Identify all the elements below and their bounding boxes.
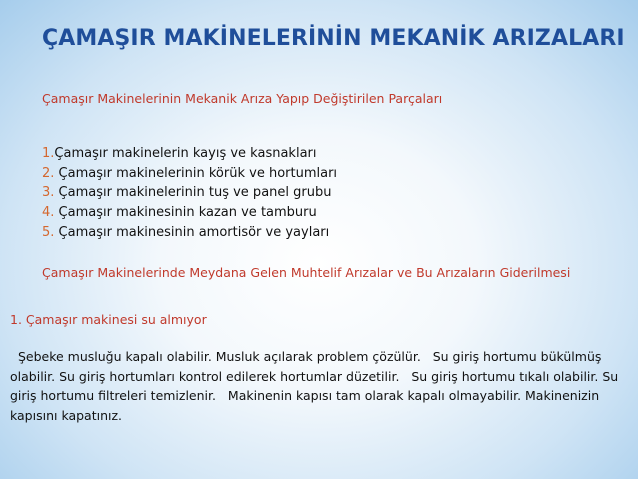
list-item	[42, 203, 337, 223]
list-text: Çamaşır makinesinin kazan ve tamburu	[54, 205, 317, 221]
list-text: Çamaşır makinesinin amortisör ve yayları	[54, 224, 330, 240]
list-item	[42, 144, 337, 164]
list-number: 3.	[42, 185, 55, 201]
list-number: 5.	[42, 224, 55, 240]
fault-description: Şebeke musluğu kapalı olabilir. Musluk açılarak problem çözülür. Su giriş hortumu bükülmüş olabilir. Su giriş hortumları kontrol edilerek hortumlar düzetilir. Su giriş hortumu tıkalı olabilir. Su giriş hortumu filtreleri temizlenir. Makinenin kapısı tam olarak kapalı olmayabilir. Makinenizin kapısını kapatınız.	[10, 349, 623, 423]
fault-title: 1. Çamaşır makinesi su almıyor	[10, 312, 207, 327]
list-text: Çamaşır makinelerinin tuş ve panel grubu	[54, 185, 332, 201]
faults-heading: Çamaşır Makinelerinde Meydana Gelen Muhtelif Arızalar ve Bu Arızaların Giderilmesi	[42, 265, 571, 280]
slide-subtitle: Çamaşır Makinelerinin Mekanik Arıza Yapıp Değiştirilen Parçaları	[42, 91, 443, 106]
list-number: 4.	[42, 205, 55, 221]
list-item	[42, 223, 337, 243]
list-number: 2.	[42, 165, 55, 181]
list-text: Çamaşır makinelerinin körük ve hortumları	[54, 165, 338, 181]
list-text: Çamaşır makinelerin kayış ve kasnakları	[54, 146, 317, 161]
list-number: 1.	[42, 146, 55, 161]
list-item	[42, 164, 337, 184]
parts-list	[42, 144, 337, 243]
list-item	[42, 183, 337, 203]
slide-title: ÇAMAŞIR MAKİNELERİNİN MEKANİK ARIZALARI	[42, 26, 625, 51]
